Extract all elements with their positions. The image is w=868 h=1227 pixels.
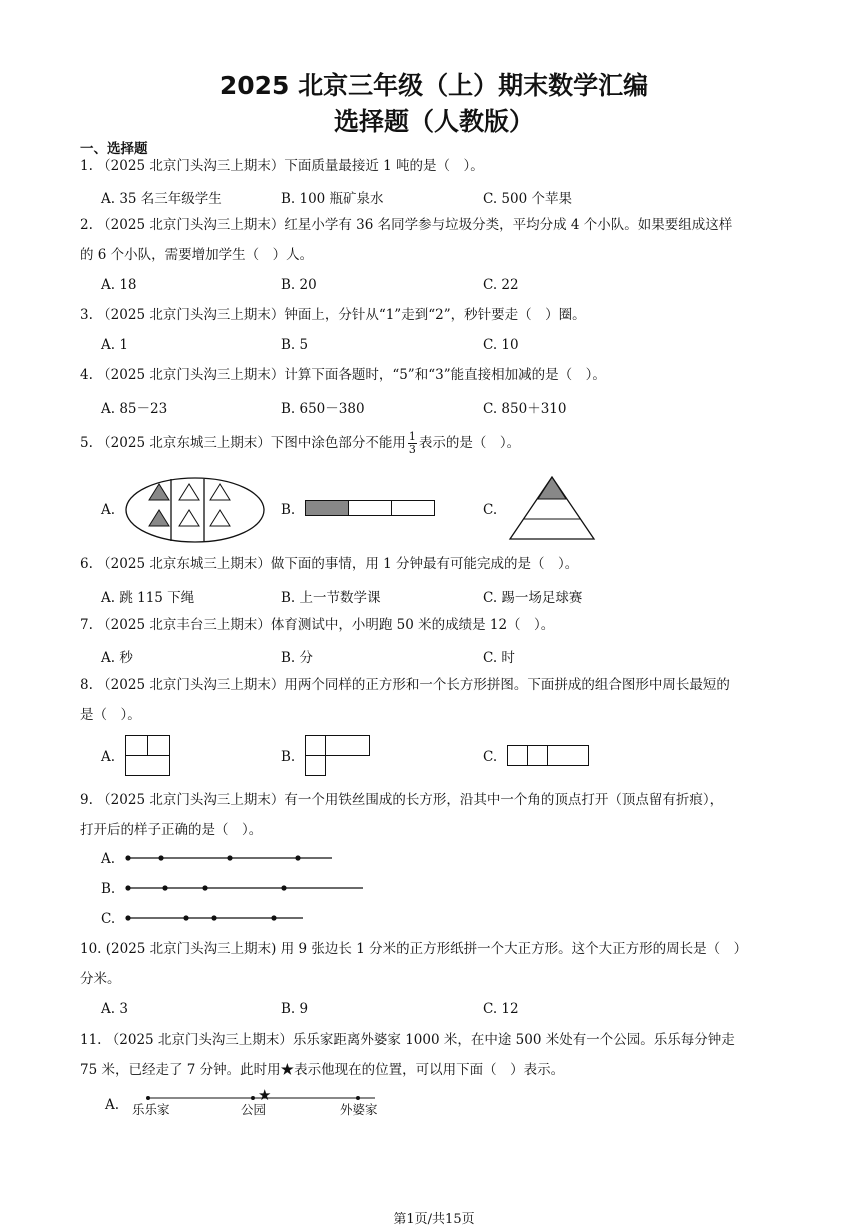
q5-figure-a-ellipse-triangles: [125, 477, 265, 543]
page-footer: 第1页/共15页: [393, 1212, 475, 1227]
q10-option-a: A. 3: [101, 1001, 128, 1017]
q6-option-c: C. 踢一场足球赛: [483, 590, 583, 606]
q5-text-before: 5. （2025 北京东城三上期末）下图中涂色部分不能用: [80, 435, 406, 451]
q9-option-c: C.: [101, 911, 116, 927]
q3-option-a: A. 1: [101, 337, 128, 353]
question-10-text-line2: 分米。: [80, 971, 121, 987]
q6-option-a: A. 跳 115 下绳: [101, 590, 195, 606]
q8-figure-b: [305, 735, 371, 777]
q6-option-b: B. 上一节数学课: [281, 590, 381, 606]
question-3-text: 3. （2025 北京门头沟三上期末）钟面上，分针从“1”走到“2”，秒针要走（ ）圈。: [80, 307, 586, 323]
star-position-icon: ★: [258, 1086, 272, 1104]
q5-option-a: A.: [101, 502, 116, 518]
q9-wire-b: [120, 882, 365, 894]
q8-option-a: A.: [101, 749, 116, 765]
section-title: 一、选择题: [80, 141, 148, 157]
q8-option-b: B.: [281, 749, 296, 765]
q7-option-a: A. 秒: [101, 650, 133, 666]
q1-option-c: C. 500 个苹果: [483, 191, 572, 207]
question-9-text-line1: 9. （2025 北京门头沟三上期末）有一个用铁丝围成的长方形，沿其中一个角的顶点打开（顶点留有折痕），: [80, 792, 724, 808]
q5-option-b: B.: [281, 502, 296, 518]
question-2-text-line2: 的 6 个小队，需要增加学生（ ）人。: [80, 247, 314, 263]
question-1-text: 1. （2025 北京门头沟三上期末）下面质量最接近 1 吨的是（ ）。: [80, 158, 484, 174]
q4-option-a: A. 85－23: [101, 401, 168, 417]
q1-option-b: B. 100 瓶矿泉水: [281, 191, 384, 207]
question-8-text-line2: 是（ ）。: [80, 707, 141, 723]
q8-option-c: C.: [483, 749, 498, 765]
q1-option-a: A. 35 名三年级学生: [101, 191, 222, 207]
q4-option-c: C. 850＋310: [483, 401, 567, 417]
q9-wire-c: [120, 912, 305, 924]
q8-figure-a: [125, 735, 171, 777]
q2-option-a: A. 18: [101, 277, 137, 293]
question-7-text: 7. （2025 北京丰台三上期末）体育测试中，小明跑 50 米的成绩是 12（ ）。: [80, 617, 555, 633]
q2-option-b: B. 20: [281, 277, 317, 293]
q9-wire-a: [120, 852, 335, 864]
q7-option-b: B. 分: [281, 650, 314, 666]
question-9-text-line2: 打开后的样子正确的是（ ）。: [80, 822, 263, 838]
q9-option-b: B.: [101, 881, 116, 897]
q10-option-c: C. 12: [483, 1001, 519, 1017]
q2-option-c: C. 22: [483, 277, 519, 293]
q8-figure-c: [507, 745, 590, 767]
q5-option-c: C.: [483, 502, 498, 518]
question-5-text: [80, 428, 790, 458]
question-2-text-line1: 2. （2025 北京门头沟三上期末）红星小学有 36 名同学参与垃圾分类，平均分成 4 个小队。如果要组成这样: [80, 217, 733, 233]
label-park: 公园: [241, 1102, 267, 1117]
q5-figure-c-triangle: [508, 475, 600, 541]
fraction-denominator: 3: [408, 443, 416, 456]
fraction-numerator: 1: [408, 430, 416, 443]
page-subtitle: 选择题（人教版）: [333, 107, 534, 136]
q5-figure-b-bar: [305, 500, 436, 517]
question-10-text-line1: 10. (2025 北京门头沟三上期末) 用 9 张边长 1 分米的正方形纸拼一个大正方形。这个大正方形的周长是（ ）: [80, 941, 748, 957]
question-11-text-line2: 75 米，已经走了 7 分钟。此时用★表示他现在的位置，可以用下面（ ）表示。: [80, 1062, 565, 1078]
page-title: 2025 北京三年级（上）期末数学汇编: [219, 71, 649, 100]
q3-option-b: B. 5: [281, 337, 309, 353]
fraction-one-third: [408, 431, 417, 456]
q7-option-c: C. 时: [483, 650, 515, 666]
q10-option-b: B. 9: [281, 1001, 309, 1017]
question-4-text: 4. （2025 北京门头沟三上期末）计算下面各题时，“5”和“3”能直接相加减的是（ ）。: [80, 367, 606, 383]
q5-text-after: 表示的是（ ）。: [418, 435, 521, 451]
q3-option-c: C. 10: [483, 337, 519, 353]
label-grandma-home: 外婆家: [340, 1102, 378, 1117]
question-8-text-line1: 8. （2025 北京门头沟三上期末）用两个同样的正方形和一个长方形拼图。下面拼成的组合图形中周长最短的: [80, 677, 730, 693]
question-6-text: 6. （2025 北京东城三上期末）做下面的事情，用 1 分钟最有可能完成的是（ ）。: [80, 556, 579, 572]
label-lele-home: 乐乐家: [132, 1102, 170, 1117]
q9-option-a: A.: [101, 851, 116, 867]
q4-option-b: B. 650－380: [281, 401, 365, 417]
q11-option-a: A.: [105, 1097, 120, 1113]
question-11-text-line1: 11. （2025 北京门头沟三上期末）乐乐家距离外婆家 1000 米，在中途 500 米处有一个公园。乐乐每分钟走: [80, 1032, 735, 1048]
